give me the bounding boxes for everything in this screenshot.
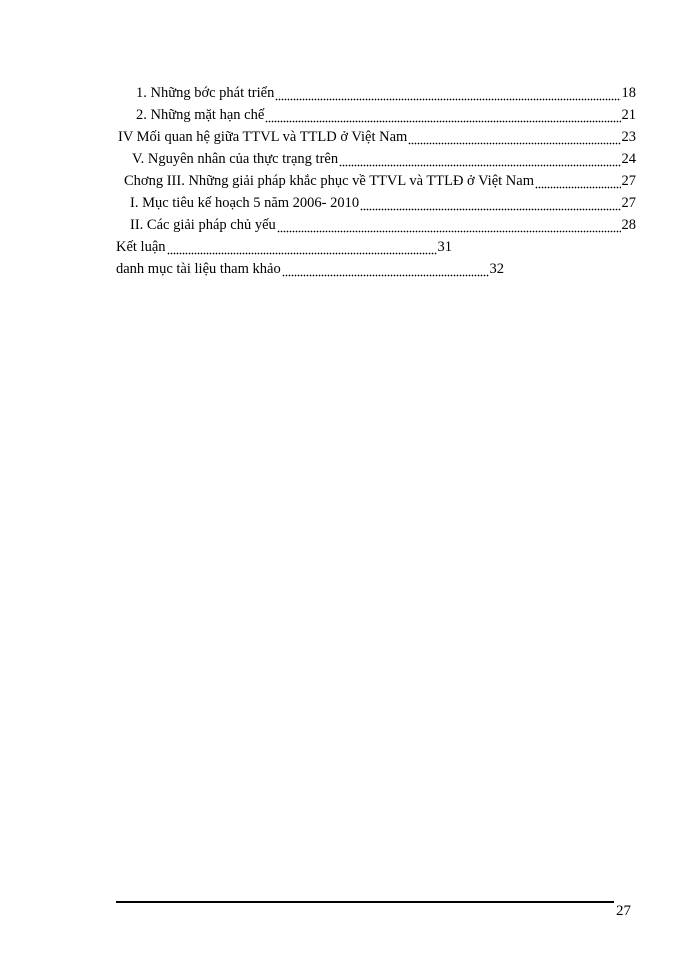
toc-entry-label: Chơng III. Những giải pháp khắc phục về TTVL và TTLĐ ở Việt Nam [124, 173, 534, 189]
toc-entry[interactable] [116, 234, 452, 256]
toc-entry-page: 27 [621, 195, 636, 211]
footer-page-number: 27 [616, 903, 631, 919]
toc-entry-page: 24 [621, 151, 636, 167]
toc-entry-label: IV Mối quan hệ giữa TTVL và TTLD ở Việt Nam [118, 129, 408, 145]
dot-leader [408, 131, 620, 146]
toc-entry-page: 27 [621, 173, 636, 189]
toc-entry-page: 18 [621, 85, 636, 101]
dot-leader [535, 175, 621, 190]
toc-entry-label: I. Mục tiêu kế hoạch 5 năm 2006- 2010 [130, 195, 360, 211]
toc-entry-page: 31 [437, 239, 452, 255]
toc-entry[interactable] [136, 102, 636, 124]
dot-leader [282, 263, 489, 278]
toc-entry-label: 2. Những mặt hạn chế [136, 107, 265, 123]
dot-leader [275, 87, 620, 102]
dot-leader [265, 109, 620, 124]
toc-entry[interactable] [124, 168, 636, 190]
toc-entry[interactable] [130, 212, 636, 234]
toc-entry-label: Kết luận [116, 239, 166, 255]
toc-entry-page: 28 [621, 217, 636, 233]
toc-entry[interactable] [136, 80, 636, 102]
dot-leader [277, 219, 621, 234]
dot-leader [167, 241, 437, 256]
toc-entry-label: 1. Những bớc phát triển [136, 85, 275, 101]
toc-entry-page: 32 [489, 261, 504, 277]
toc-entry-label: V. Nguyên nhân của thực trạng trên [132, 151, 339, 167]
footer-rule [116, 901, 614, 903]
toc-entry-label: danh mục tài liệu tham khảo [116, 261, 281, 277]
toc-entry[interactable] [116, 256, 504, 278]
toc-entry[interactable] [132, 146, 636, 168]
toc-entry[interactable] [130, 190, 636, 212]
dot-leader [339, 153, 620, 168]
toc-entry-page: 23 [621, 129, 636, 145]
dot-leader [360, 197, 620, 212]
toc-entry-label: II. Các giải pháp chủ yếu [130, 217, 276, 233]
toc-entry-page: 21 [621, 107, 636, 123]
toc-entry[interactable] [118, 124, 636, 146]
